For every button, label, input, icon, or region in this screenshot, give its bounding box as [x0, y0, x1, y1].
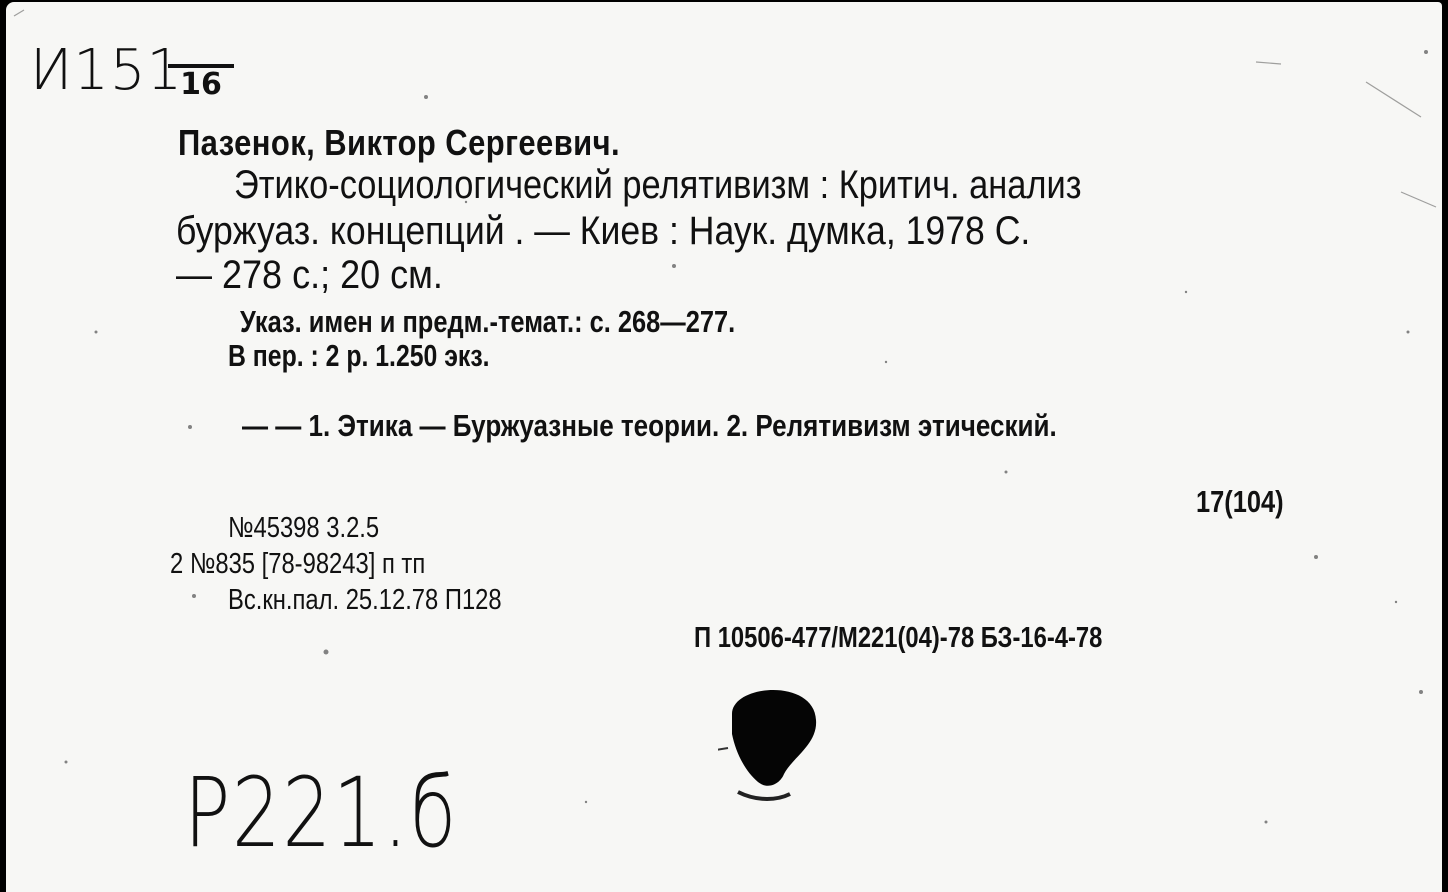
title-line-1: Этико-социологический релятивизм : Критич. анализ	[234, 163, 1082, 207]
book-chamber-line: Вс.кн.пал. 25.12.78 П128	[228, 584, 502, 616]
author-heading: Пазенок, Виктор Сергеевич.	[178, 122, 621, 163]
record-number: №45398 3.2.5	[228, 512, 380, 544]
handwritten-shelf-mark: И151	[30, 38, 184, 103]
registry-line: 2 №835 [78-98243] п тп	[170, 548, 426, 580]
title-line-2: буржуаз. концепций . — Киев : Наук. думка, 1978 С.	[176, 209, 1031, 253]
handwritten-call-number: Р221.б	[184, 757, 458, 869]
subject-headings: — — 1. Этика — Буржуазные теории. 2. Релятивизм этический.	[242, 408, 1057, 443]
price-note: В пер. : 2 р. 1.250 экз.	[228, 338, 490, 373]
handwritten-shelf-mark-sub: 16	[168, 64, 234, 102]
index-note: Указ. имен и предм.-темат.: с. 268—277.	[240, 304, 736, 339]
classification-code: 17(104)	[1196, 484, 1284, 519]
catalog-card	[6, 2, 1442, 892]
publisher-code-line: П 10506-477/М221(04)-78 БЗ-16-4-78	[694, 622, 1103, 654]
title-line-3: — 278 с.; 20 см.	[176, 253, 443, 297]
punched-hole	[718, 674, 828, 804]
